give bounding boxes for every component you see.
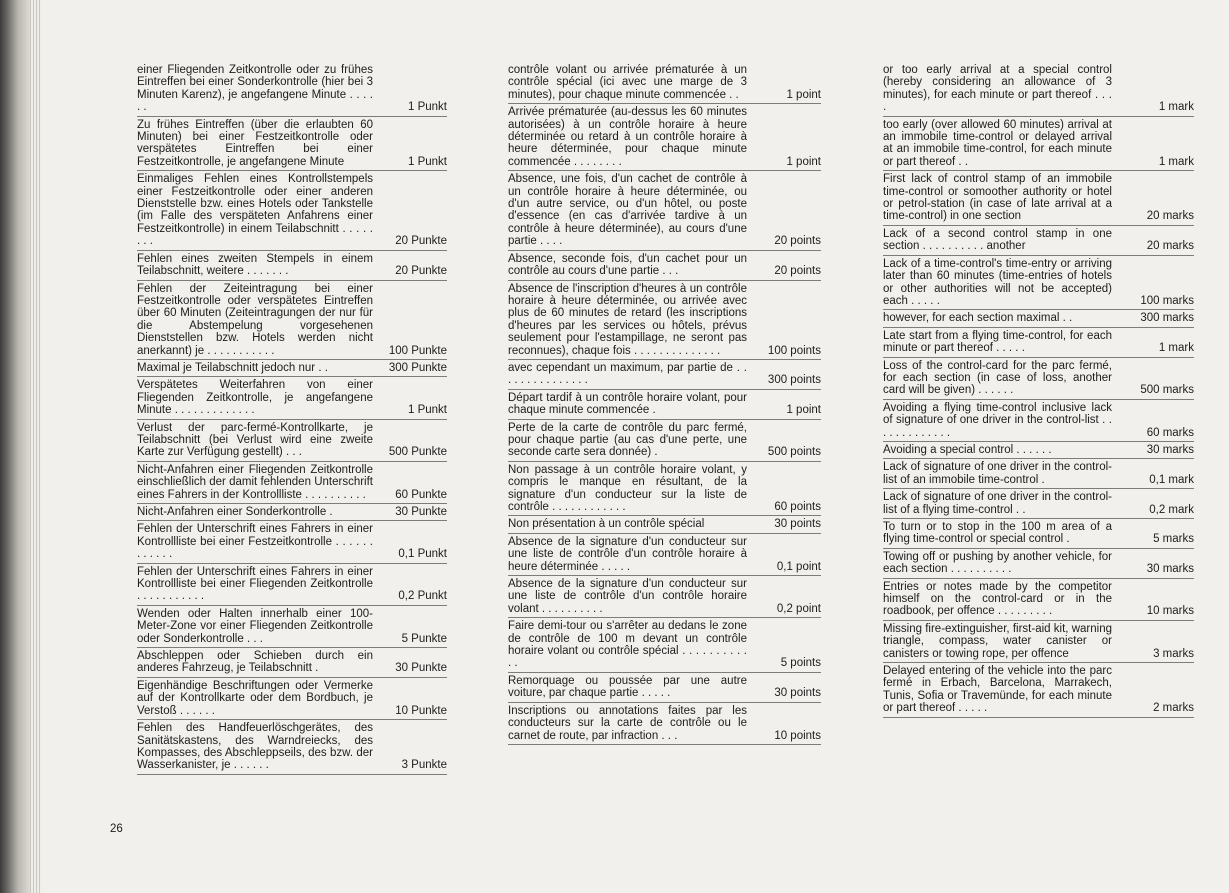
penalty-entry [508,703,821,745]
penalty-description: Verspätetes Weiterfahren von einer Fliegenden Zeitkontrolle, je angefangene Minute . . . . . . . . . . . . . [137,379,373,417]
penalty-points: 60 Punkte [395,488,447,501]
penalty-points: 30 Punkte [395,662,447,675]
penalty-description: Perte de la carte de contrôle du parc fermé, pour chaque partie (au cas d'une perte, une seconde carte sera donnée) . [508,421,747,459]
penalty-points: 500 marks [1140,384,1194,397]
penalty-description: Inscriptions ou annotations faites par les conducteurs sur la carte de contrôle ou le carnet de route, par infraction . . . [508,704,747,742]
penalty-entry [508,281,821,360]
penalty-description: Fehlen der Unterschrift eines Fahrers in einer Kontrollliste bei einer Fliegenden Zeitkontrolle . . . . . . . . . . . [137,565,373,603]
penalty-entry [508,62,821,104]
penalty-points: 20 Punkte [395,235,447,248]
penalty-entry [508,516,821,533]
penalty-description: Lack of signature of one driver in the control-list of an immobile time-control . [883,461,1112,486]
penalty-description: Loss of the control-card for the parc fermé, for each section (in case of loss, another card will be given) . . . . . . [883,359,1112,397]
penalty-entry [137,62,447,117]
penalty-entry [508,360,821,390]
penalty-description: Lack of signature of one driver in the control-list of a flying time-control . . [883,491,1112,516]
penalty-description: Abschleppen oder Schieben durch ein anderes Fahrzeug, je Teilabschnitt . [137,650,373,675]
penalty-description: Wenden oder Halten innerhalb einer 100-Meter-Zone vor einer Fliegenden Zeitkontrolle oder Sonderkontrolle . . . [137,607,373,645]
penalty-description: Fehlen des Handfeuerlöschgerätes, des Sanitätskastens, des Warndreiecks, des Kompasses, des Abschleppseils, des bzw. der Wasserkanister, je . . . . . . [137,722,373,772]
penalty-points: 100 Punkte [388,344,447,357]
english-column [883,62,1194,718]
penalty-description: or too early arrival at a special control (hereby considering an allowance of 3 minutes), for each minute or part thereof . . . . [883,64,1112,114]
penalty-points: 1 mark [1158,155,1194,168]
penalty-points: 5 marks [1153,533,1194,546]
penalty-description: Fehlen eines zweiten Stempels in einem Teilabschnitt, weitere . . . . . . . [137,252,373,278]
penalty-points: 0,1 mark [1149,473,1194,486]
penalty-description: Verlust der parc-fermé-Kontrollkarte, je Teilabschnitt (bei Verlust wird eine zweite Karte zur Verfügung gestellt) . . . [137,421,373,459]
penalty-points: 30 points [774,518,821,531]
penalty-entry [883,549,1194,579]
penalty-entry [883,442,1194,459]
penalty-entry [137,251,447,281]
penalty-entry [883,519,1194,549]
penalty-entry [508,171,821,250]
penalty-description: Absence de la signature d'un conducteur sur une liste de contrôle d'un contrôle horaire volant . . . . . . . . . . [508,578,747,615]
penalty-points: 1 mark [1158,342,1194,355]
penalty-points: 300 marks [1140,312,1194,325]
penalty-points: 10 marks [1146,605,1194,618]
penalty-entry [508,462,821,517]
penalty-points: 10 Punkte [395,704,447,717]
penalty-entry [137,281,447,360]
penalty-entry [883,400,1194,442]
penalty-entry [137,678,447,720]
penalty-points: 20 points [774,265,821,278]
penalty-entry [137,521,447,563]
penalty-points: 10 points [774,729,821,742]
penalty-entry [508,534,821,576]
penalty-points: 20 Punkte [395,265,447,278]
penalty-points: 3 Punkte [401,759,447,772]
penalty-points: 20 marks [1146,240,1194,253]
penalty-description: einer Fliegenden Zeitkontrolle oder zu frühes Eintreffen bei einer Sonderkontrolle (hier bei 3 Minuten Karenz), je angefangene Minute . . . . . . [137,64,373,114]
penalty-points: 100 marks [1140,294,1194,307]
penalty-entry [137,648,447,678]
penalty-entry [883,256,1194,311]
penalty-entry [883,226,1194,256]
penalty-entry [883,328,1194,358]
penalty-entry [137,377,447,419]
penalty-entry [137,504,447,521]
penalty-entry [137,462,447,504]
page-number: 26 [110,823,123,835]
penalty-points: 2 marks [1153,702,1194,715]
penalty-points: 1 Punkt [408,404,447,417]
penalty-points: 60 marks [1146,426,1194,439]
penalty-points: 1 mark [1158,101,1194,114]
french-column [508,62,821,745]
penalty-points: 1 point [786,155,821,168]
penalty-description: Nicht-Anfahren einer Fliegenden Zeitkontrolle einschließlich der damit fehlenden Unterschrift eines Fahrers in der Kontrollliste . . . . . . . . . . [137,463,373,501]
penalty-description: Absence de l'inscription d'heures à un contrôle horaire à heure déterminée, ou arrivée avec plus de 60 minutes de retard (les inscriptions d'heures par les services ou hôtels, prévus seulement pour l'estampillage, ne seront pas reconnues), chaque fois . . . . . . . . . . . . . . [508,282,747,357]
penalty-entry [883,663,1194,718]
penalty-description: Absence de la signature d'un conducteur sur une liste de contrôle d'un contrôle horaire à heure déterminée . . . . . [508,535,747,573]
penalty-points: 30 points [774,687,821,700]
penalty-entry [883,310,1194,327]
penalty-description: Fehlen der Unterschrift eines Fahrers in einer Kontrollliste bei einer Festzeitkontrolle . . . . . . . . . . . . [137,523,373,561]
penalty-entry [137,720,447,775]
penalty-entry [137,360,447,377]
penalty-entry [137,171,447,250]
penalty-description: however, for each section maximal . . [883,312,1073,325]
penalty-description: Missing fire-extinguisher, first-aid kit, warning triangle, compass, water canister or canisters or towing rope, per offence [883,622,1112,660]
penalty-description: Avoiding a flying time-control inclusive lack of signature of one driver in the control-list . . . . . . . . . . . . . [883,401,1112,439]
penalty-entry [508,251,821,281]
penalty-entry [883,62,1194,117]
penalty-points: 500 points [767,446,821,459]
penalty-entry [883,489,1194,519]
penalty-points: 1 point [786,404,821,417]
penalty-entry [508,576,821,618]
penalty-points: 300 Punkte [388,361,447,374]
penalty-description: Absence, seconde fois, d'un cachet pour un contrôle au cours d'une partie . . . [508,252,747,278]
penalty-entry [508,673,821,703]
penalty-entry [883,117,1194,172]
penalty-description: Maximal je Teilabschnitt jedoch nur . . [137,361,328,374]
penalty-description: Faire demi-tour ou s'arrêter au dedans le zone de contrôle de 100 m devant un contrôle horaire volant ou contrôle spécial . . . . . . . . . . . . [508,620,747,670]
penalty-description: Arrivée prématurée (au-dessus les 60 minutes autorisées) à un contrôle horaire à heure déterminée ou retard à un contrôle horaire à heure déterminée, pour chaque minute commencée . . . . . . . . [508,106,747,168]
penalty-description: Non présentation à un contrôle spécial [508,518,705,531]
penalty-points: 20 points [774,235,821,248]
penalty-description: Lack of a second control stamp in one section . . . . . . . . . . another [883,227,1112,253]
penalty-entry [508,390,821,420]
penalty-description: Zu frühes Eintreffen (über die erlaubten 60 Minuten) bei einer Festzeitkontrolle oder verspätetes Eintreffen bei einer Festzeitkontrolle, je angefangene Minute [137,118,373,168]
penalty-points: 500 Punkte [388,446,447,459]
penalty-points: 20 marks [1146,210,1194,223]
penalty-description: Départ tardif à un contrôle horaire volant, pour chaque minute commencée . [508,391,747,417]
page-stack-edge [30,0,42,893]
penalty-points: 1 point [786,88,821,101]
penalty-description: Late start from a flying time-control, for each minute or part thereof . . . . . [883,329,1112,355]
penalty-description: Avoiding a special control . . . . . . [883,443,1052,456]
penalty-description: Fehlen der Zeiteintragung bei einer Festzeitkontrolle oder verspätetes Eintreffen über 60 Minuten (Zeiteintragungen der nur für die Abstempelung vorgesehenen Dienststellen bzw. Hotels werden nicht anerkannt) je . . . . . . . . . . . [137,282,373,357]
penalty-description: avec cependant un maximum, par partie de . . . . . . . . . . . . . . . [508,361,747,387]
penalty-description: Lack of a time-control's time-entry or arriving later than 60 minutes (time-entries of hotels or other authorities will not be accepted) each . . . . . [883,257,1112,307]
penalty-description: Remorquage ou poussée par une autre voiture, par chaque partie . . . . . [508,674,747,700]
penalty-entry [883,358,1194,400]
penalty-entry [508,420,821,462]
penalty-points: 300 points [767,374,821,387]
penalty-entry [137,117,447,172]
penalty-entry [883,579,1194,621]
penalty-points: 0,2 mark [1149,503,1194,516]
penalty-entry [137,606,447,648]
german-column [137,62,447,775]
penalty-points: 5 Punkte [401,632,447,645]
penalty-points: 30 marks [1146,563,1194,576]
penalty-description: First lack of control stamp of an immobile time-control or somoother authority or hotel or petrol-station (in case of late arrival at a time-control) in one section [883,173,1112,223]
penalty-points: 1 Punkt [408,155,447,168]
penalty-points: 30 marks [1146,443,1194,456]
penalty-entry [883,621,1194,663]
penalty-entry [137,564,447,606]
penalty-points: 0,2 Punkt [398,590,447,603]
penalty-description: contrôle volant ou arrivée prématurée à un contrôle spécial (ici avec une marge de 3 minutes), pour chaque minute commencée . . [508,64,747,101]
penalty-description: Eigenhändige Beschriftungen oder Vermerke auf der Kontrollkarte oder dem Bordbuch, je Verstoß . . . . . . [137,679,373,717]
penalty-points: 3 marks [1153,647,1194,660]
penalty-description: Nicht-Anfahren einer Sonderkontrolle . [137,506,333,518]
penalty-points: 1 Punkt [408,101,447,114]
penalty-description: too early (over allowed 60 minutes) arrival at an immobile time-control or delayed arrival at an immobile time-control, for each minute or part thereof . . [883,118,1112,168]
penalty-entry [137,420,447,462]
penalty-description: Entries or notes made by the competitor himself on the control-card or in the roadbook, per offence . . . . . . . . . [883,580,1112,618]
penalty-points: 100 points [767,344,821,357]
penalty-description: To turn or to stop in the 100 m area of a flying time-control or special control . [883,521,1112,546]
penalty-description: Absence, une fois, d'un cachet de contrôle à un contrôle horaire à heure déterminée, ou d'un autre service, ou d'un hôtel, ou poste d'essence (en cas d'arrivée tardive à un contrôle à heure déterminée), au cours d'une partie . . . . [508,173,747,248]
penalty-points: 30 Punkte [395,506,447,518]
penalty-entry [508,618,821,673]
penalty-points: 0,1 point [776,560,821,573]
penalty-description: Non passage à un contrôle horaire volant, y compris le manque en résultant, de la signature d'un conducteur sur la liste de contrôle . . . . . . . . . . . . [508,463,747,513]
penalty-points: 60 points [774,501,821,513]
penalty-points: 0,1 Punkt [398,548,447,561]
penalty-entry [883,459,1194,489]
penalty-description: Delayed entering of the vehicle into the parc fermé in Erbach, Barcelona, Marrakech, Tunis, Sofia or Travemünde, for each minute or part thereof . . . . . [883,665,1112,715]
penalty-points: 0,2 point [776,602,821,615]
penalty-description: Einmaliges Fehlen eines Kontrollstempels einer Festzeitkontrolle oder einer anderen Dienststelle bzw. eines Hotels oder Tankstelle (im Falle des verspäteten Anfahrens einer Festzeitkontrolle) in einem Teilabschnitt . . . . . . . . [137,173,373,248]
penalty-points: 5 points [780,657,821,670]
penalty-entry [883,171,1194,226]
penalty-entry [508,104,821,171]
penalty-description: Towing off or pushing by another vehicle, for each section . . . . . . . . . . [883,550,1112,576]
